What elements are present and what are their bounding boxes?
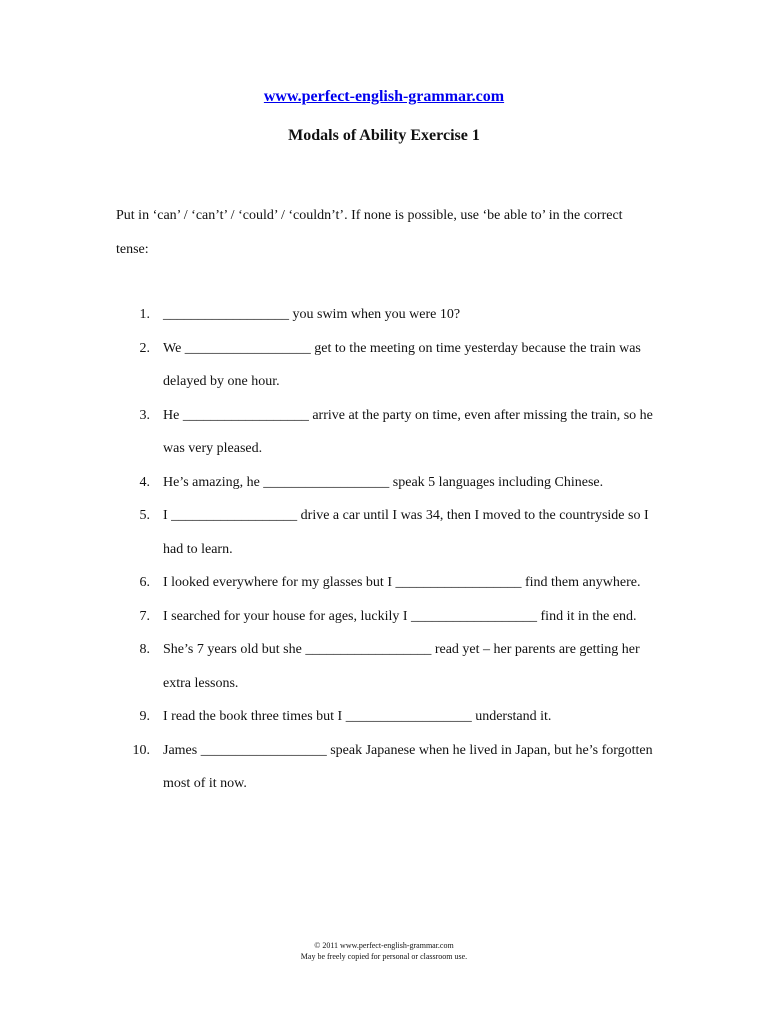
exercise-number: 4. <box>139 474 150 490</box>
exercise-text: James __________________ speak Japanese when he lived in Japan, but he’s forgotten most of it now. <box>163 742 653 791</box>
exercise-text: I read the book three times but I __________________ understand it. <box>163 709 552 724</box>
site-link[interactable]: www.perfect-english-grammar.com <box>263 88 505 105</box>
exercise-item <box>0 700 768 734</box>
exercise-text: __________________ you swim when you were 10? <box>163 307 461 322</box>
exercise-text: He __________________ arrive at the party on time, even after missing the train, so he was very pleased. <box>163 407 653 456</box>
exercise-text: I searched for your house for ages, luckily I __________________ find it in the end. <box>163 608 637 624</box>
exercise-text: I looked everywhere for my glasses but I __________________ find them anywhere. <box>163 575 641 590</box>
exercise-item <box>0 298 768 332</box>
exercise-item <box>0 499 768 566</box>
footer-copyright: © 2011 www.perfect-english-grammar.com <box>314 941 454 950</box>
exercise-number: 7. <box>139 608 150 624</box>
exercise-number: 3. <box>139 407 150 423</box>
exercise-number: 10. <box>132 742 150 758</box>
exercise-number: 2. <box>139 340 150 356</box>
footer-note: May be freely copied for personal or classroom use. <box>300 952 468 961</box>
exercise-item <box>0 399 768 466</box>
exercise-item <box>0 566 768 600</box>
exercise-number: 5. <box>139 508 150 523</box>
instructions: Put in ‘can’ / ‘can’t’ / ‘could’ / ‘couldn’t’. If none is possible, use ‘be able to’ in the correct tense: <box>116 208 623 257</box>
exercise-text: She’s 7 years old but she __________________ read yet – her parents are getting her extra lessons. <box>163 642 640 691</box>
exercise-number: 1. <box>139 307 150 322</box>
exercise-text: He’s amazing, he __________________ speak 5 languages including Chinese. <box>163 474 604 490</box>
exercise-list <box>0 298 768 801</box>
exercise-text: I __________________ drive a car until I was 34, then I moved to the countryside so I had to learn. <box>163 508 649 557</box>
exercise-number: 8. <box>139 642 150 657</box>
footer <box>0 940 768 962</box>
exercise-number: 9. <box>139 709 150 724</box>
exercise-item <box>0 466 768 500</box>
exercise-number: 6. <box>139 575 150 590</box>
page-title: Modals of Ability Exercise 1 <box>288 127 480 144</box>
exercise-item <box>0 600 768 634</box>
exercise-item <box>0 734 768 801</box>
exercise-item <box>0 332 768 399</box>
exercise-text: We __________________ get to the meeting on time yesterday because the train was delayed by one hour. <box>163 340 641 389</box>
exercise-item <box>0 633 768 700</box>
